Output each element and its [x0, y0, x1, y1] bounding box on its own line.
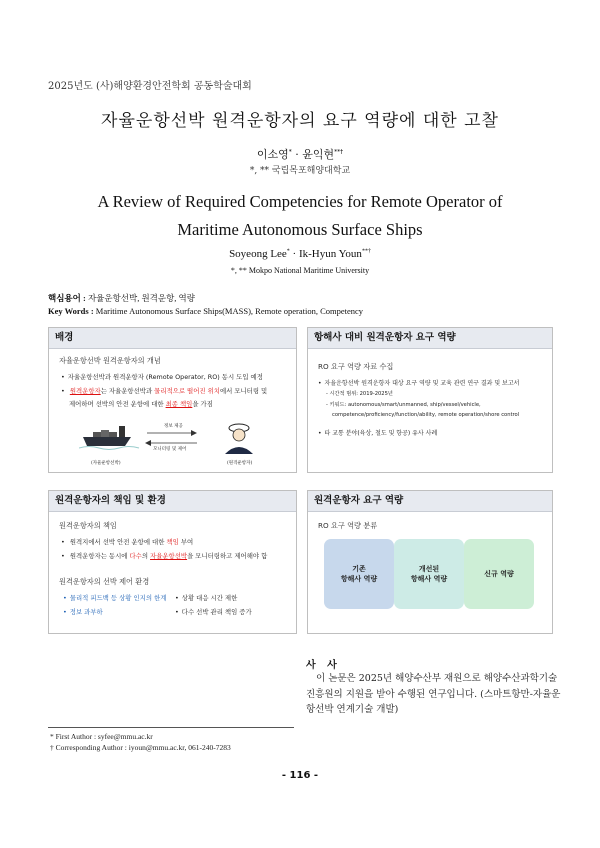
- arrows: [145, 430, 197, 446]
- panel-title: 배경: [49, 328, 296, 349]
- puzzle-improved-competency: 개선된 항해사 역량: [394, 539, 464, 609]
- detail: - 키워드: autonomous/smart/unmanned, ship/vessel/vehicle,: [326, 402, 481, 408]
- english-title: A Review of Required Competencies for Remote Operator of Maritime Autonomous Surface Ships: [97, 192, 503, 239]
- ship-caption: (자율운항선박): [91, 461, 121, 466]
- operator-icon: [225, 424, 253, 454]
- panel-subtitle: RO 요구 역량 분류: [318, 521, 378, 530]
- panel-title: 항해사 대비 원격운항자 요구 역량: [308, 328, 552, 349]
- korean-title: 자율운항선박 원격운항자의 요구 역량에 대한 고찰: [101, 111, 499, 131]
- page-number: - 116 -: [281, 770, 319, 781]
- bullet: • 원격지에서 선박 안전 운항에 대한 책임 부여: [61, 537, 193, 546]
- bullet: • 다수 선박 관리 책임 증가: [175, 607, 252, 616]
- bullet: • 원격운항자는 자율운항선박과 물리적으로 떨어진 위치에서 모니터링 및: [61, 386, 267, 395]
- panel-subtitle: 원격운항자의 선박 제어 환경: [59, 577, 150, 586]
- korean-authors: 이소영* · 윤익현**†: [256, 148, 344, 161]
- background-panel: [48, 327, 297, 473]
- puzzle-existing-competency: 기존 항해사 역량: [324, 539, 394, 609]
- acknowledgment-body: 이 논문은 2025년 해양수산부 재원으로 해양수산과학기술진흥원의 지원을 받아 수행된 연구입니다. (스마트항만-자율운항선박 연계기술 개발): [306, 673, 561, 715]
- author-2: 윤익현: [302, 148, 335, 161]
- arrow-label-bottom: 모니터링 및 제어: [153, 447, 187, 452]
- acknowledgment-title: 사 사: [306, 660, 341, 671]
- bullet: • 정보 과부하: [63, 607, 103, 616]
- role-panel: [48, 490, 297, 634]
- korean-keywords: 핵심용어 : 자율운항선박, 원격운항, 역량: [48, 293, 195, 303]
- comparison-panel: [307, 327, 553, 473]
- detail: competence/proficiency/function/ability, remote operation/shore control: [332, 412, 520, 418]
- requirements-panel: [307, 490, 553, 634]
- korean-affiliation: *, ** 국립목포해양대학교: [249, 166, 351, 176]
- author-1: 이소영: [256, 148, 289, 161]
- footnote-corresponding-author: † Corresponding Author : iyoun@mmu.ac.kr, 061-240-7283: [50, 743, 231, 752]
- bullet: • 원격운항자는 동시에 다수의 자율운항선박을 모니터링하고 제어해야 함: [61, 551, 267, 560]
- operator-caption: (원격운항자): [227, 461, 253, 466]
- bullet: • 타 교통 분야(육상, 철도 및 항공) 유사 사례: [318, 428, 437, 437]
- english-affiliation: *, ** Mokpo National Maritime University: [230, 266, 370, 275]
- panel-title: 원격운항자 요구 역량: [308, 491, 552, 512]
- panel-subtitle: 원격운항자의 책임: [59, 521, 117, 530]
- conference-header: 2025년도 (사)해양환경안전학회 공동학술대회: [48, 81, 252, 92]
- panel-title: 원격운항자의 책임 및 환경: [49, 491, 296, 512]
- bullet: • 자율운항선박과 원격운항자 (Remote Operator, RO) 동시 도입 예정: [61, 372, 263, 381]
- english-keywords: Key Words : Maritime Autonomous Surface Ships(MASS), Remote operation, Competency: [48, 306, 364, 316]
- bullet-continuation: 제어하며 선박의 안전 운항에 대한 최종 책임을 가짐: [69, 400, 213, 408]
- detail: - 시간적 범위: 2019-2025년: [326, 391, 393, 397]
- footnote-first-author: * First Author : syfee@mmu.ac.kr: [50, 732, 153, 741]
- footnote-rule: [48, 727, 294, 728]
- arrow-label-top: 정보 제공: [164, 424, 183, 429]
- bullet: • 자율운항선박 원격운항자 대상 요구 역량 및 교육 관련 연구 결과 및 보고서: [318, 378, 519, 387]
- panel-subtitle: RO 요구 역량 자료 수집: [318, 362, 394, 371]
- english-authors: Soyeong Lee* · Ik-Hyun Youn**†: [229, 248, 371, 260]
- puzzle-new-competency: 신규 역량: [464, 539, 534, 609]
- ship-icon: [79, 426, 139, 450]
- bullet: • 상황 대응 시간 제한: [175, 593, 237, 602]
- bullet: • 물리적 피드백 등 상황 인지의 한계: [63, 593, 166, 602]
- panel-subtitle: 자율운항선박 원격운항자의 개념: [59, 356, 161, 365]
